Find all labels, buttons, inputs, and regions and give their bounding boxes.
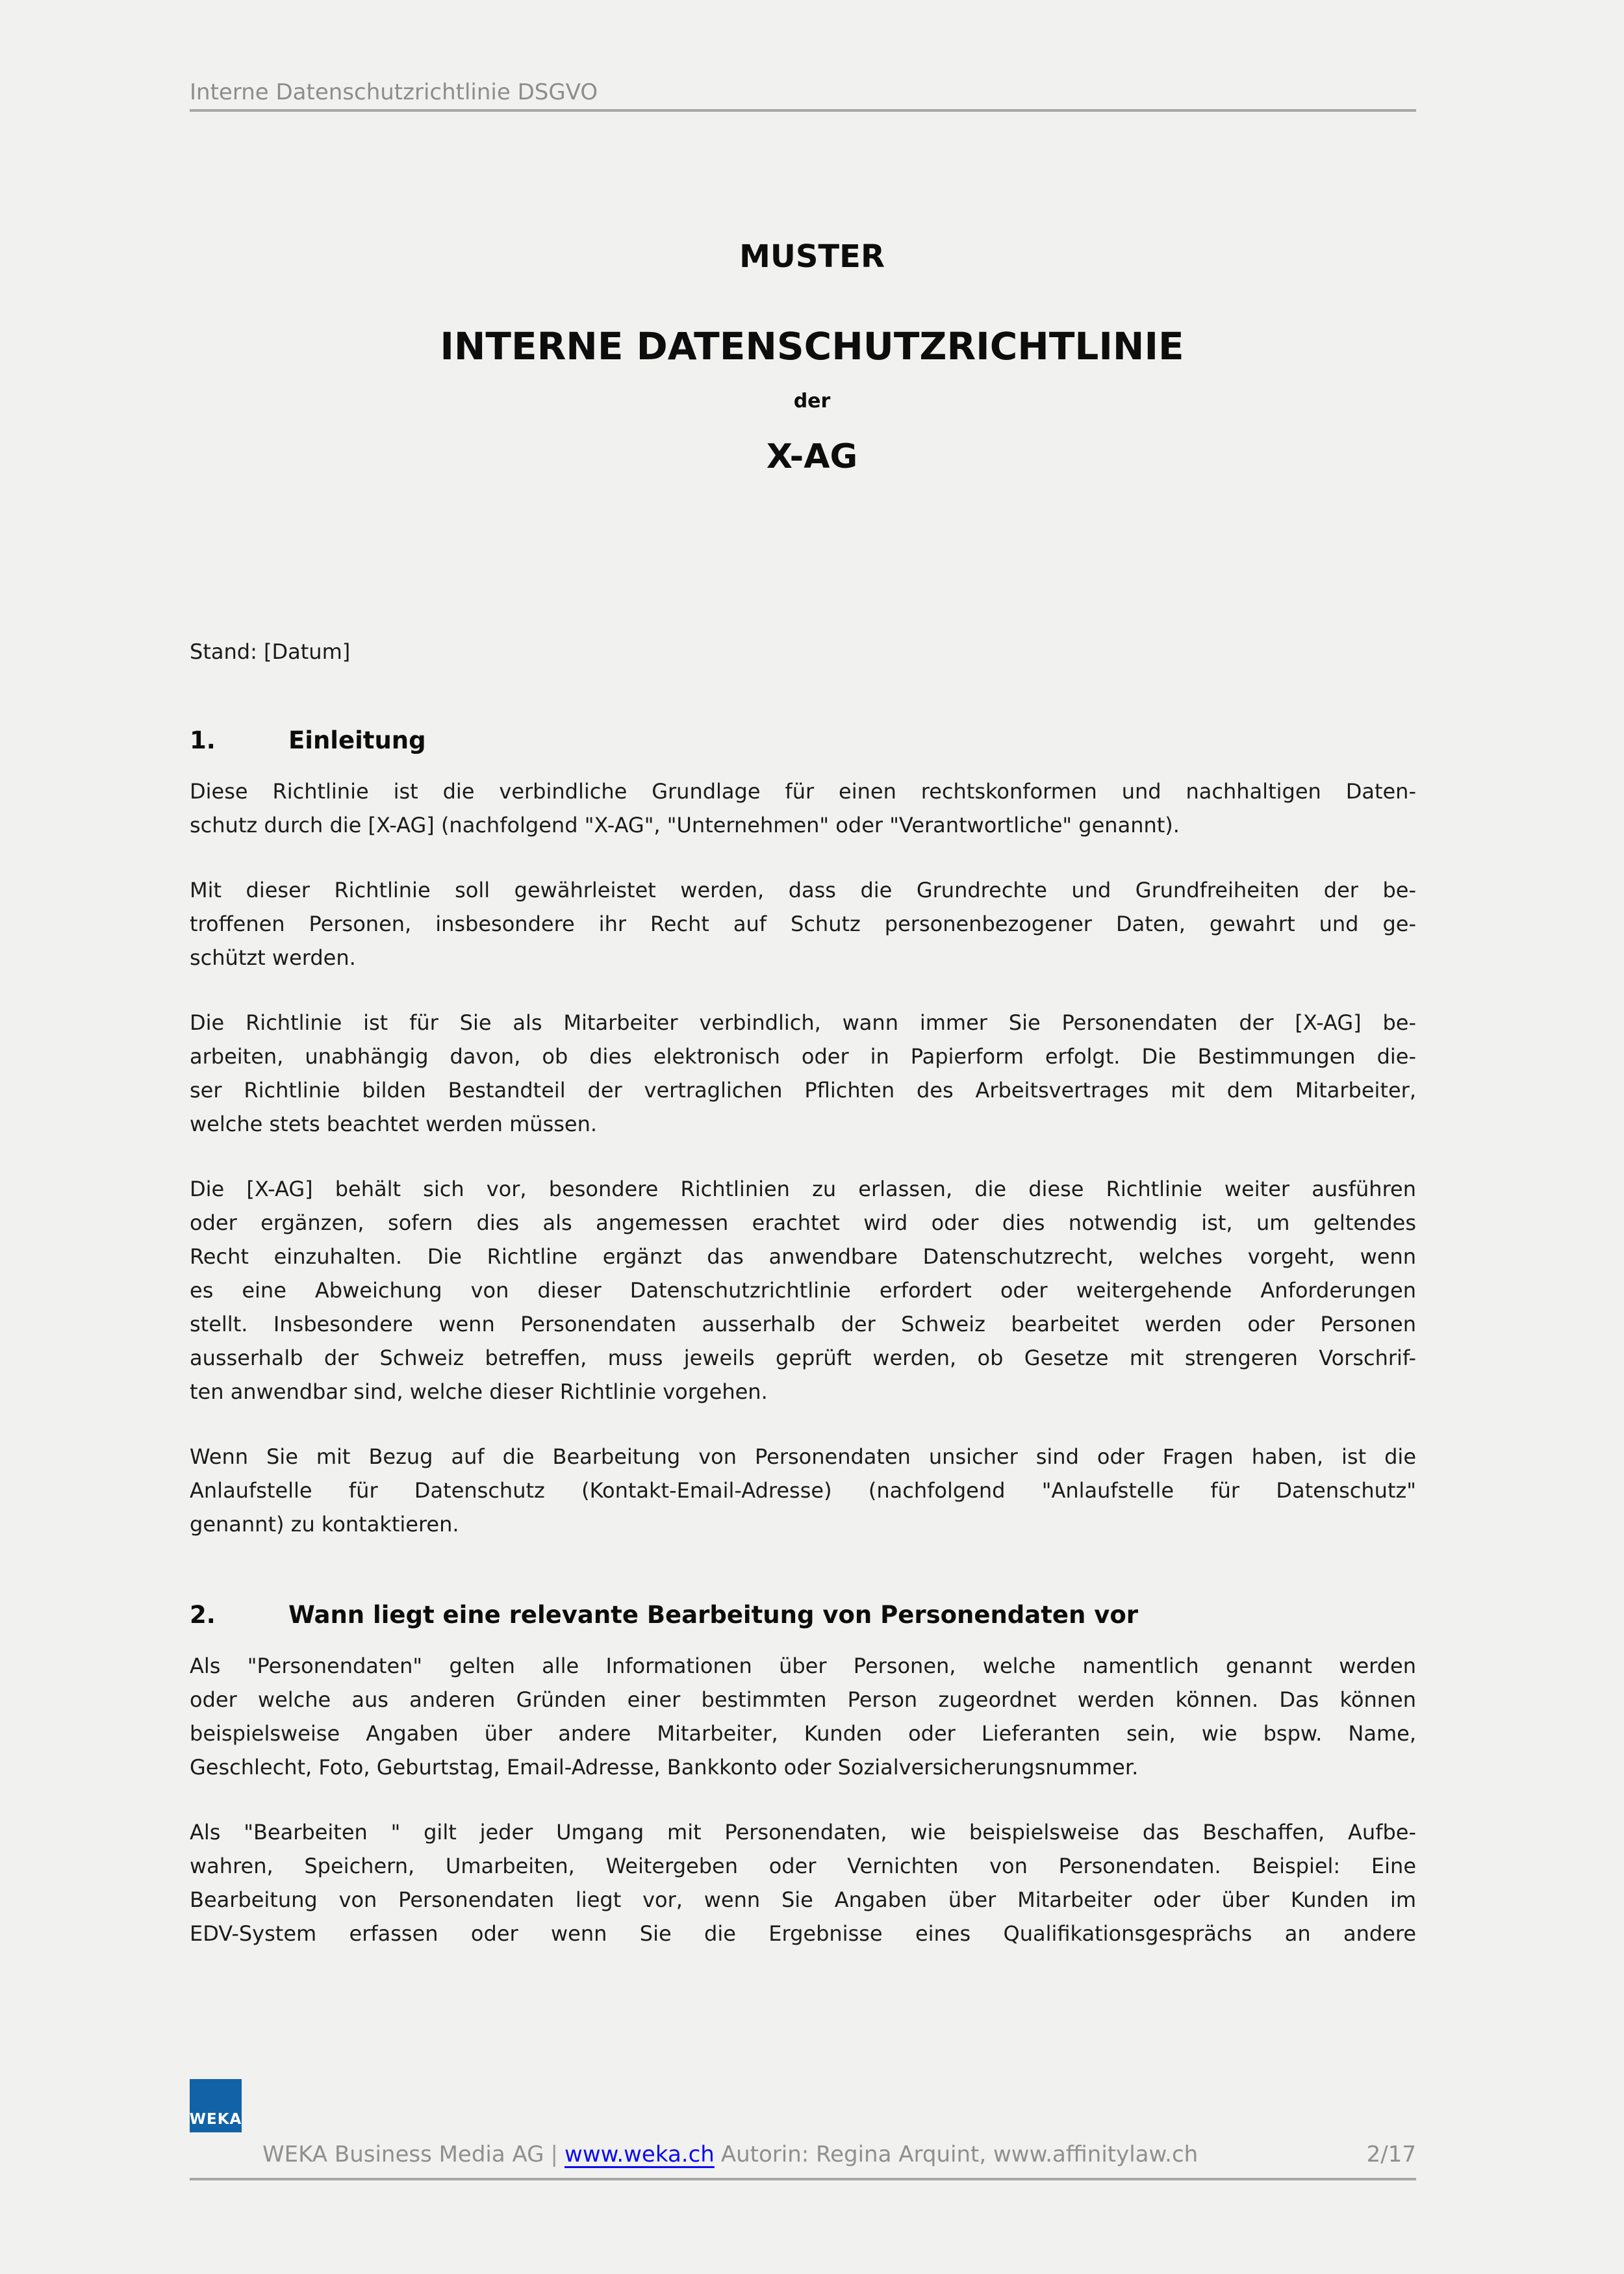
- title-muster: MUSTER: [739, 238, 885, 275]
- paragraph: [190, 1006, 1416, 1141]
- paragraph-line: ten anwendbar sind, welche dieser Richtlinie vorgehen.: [190, 1379, 768, 1404]
- paragraph-line: Diese Richtlinie ist die verbindliche Grundlage für einen rechtskonformen und nachhaltigen Daten-: [190, 779, 1416, 804]
- section-number: 2.: [190, 1601, 216, 1629]
- paragraph: [190, 774, 1416, 842]
- paragraph-line: oder welche aus anderen Gründen einer bestimmten Person zugeordnet werden können. Das können: [190, 1687, 1416, 1712]
- page-header: [190, 79, 1416, 112]
- paragraph-line: arbeiten, unabhängig davon, ob dies elektronisch oder in Papierform erfolgt. Die Bestimmungen die-: [190, 1044, 1416, 1069]
- paragraph-line: EDV-System erfassen oder wenn Sie die Ergebnisse eines Qualifikationsgesprächs an andere: [190, 1921, 1416, 1946]
- page-footer: [190, 2079, 1416, 2180]
- paragraph: [190, 1815, 1416, 1950]
- weka-website-link[interactable]: www.weka.ch: [565, 2141, 715, 2167]
- paragraph-line: Bearbeitung von Personendaten liegt vor, wenn Sie Angaben über Mitarbeiter oder über Kunden im: [190, 1887, 1416, 1912]
- paragraph-line: genannt) zu kontaktieren.: [190, 1512, 459, 1537]
- footer-author: Autorin: Regina Arquint, www.affinitylaw.ch: [720, 2141, 1199, 2167]
- page-number: 2/17: [1366, 2141, 1416, 2167]
- section-number: 1.: [190, 726, 216, 754]
- paragraph-line: Wenn Sie mit Bezug auf die Bearbeitung von Personendaten unsicher sind oder Fragen haben, ist die: [190, 1444, 1416, 1469]
- paragraph-line: schützt werden.: [190, 945, 356, 970]
- paragraph: [190, 873, 1416, 975]
- paragraph-line: Die Richtlinie ist für Sie als Mitarbeiter verbindlich, wann immer Sie Personendaten der [X-AG] be-: [190, 1010, 1416, 1035]
- header-title: Interne Datenschutzrichtlinie DSGVO: [190, 79, 598, 105]
- title-der: der: [793, 390, 831, 413]
- footer-separator: |: [550, 2141, 559, 2167]
- footer-company: WEKA Business Media AG: [262, 2141, 544, 2167]
- title-company: X-AG: [766, 437, 858, 476]
- paragraph-line: oder ergänzen, sofern dies als angemessen erachtet wird oder dies notwendig ist, um geltendes: [190, 1210, 1416, 1235]
- paragraph-line: troffenen Personen, insbesondere ihr Recht auf Schutz personenbezogener Daten, gewahrt und ge-: [190, 912, 1416, 936]
- section-title: Einleitung: [288, 726, 426, 754]
- title-block: [0, 239, 1624, 476]
- weka-logo-text: WEKA: [189, 2111, 242, 2128]
- paragraph-line: wahren, Speichern, Umarbeiten, Weitergeben oder Vernichten von Personendaten. Beispiel: Eine: [190, 1854, 1416, 1878]
- paragraph-line: es eine Abweichung von dieser Datenschutzrichtlinie erfordert oder weitergehende Anforderungen: [190, 1278, 1416, 1303]
- paragraph-line: welche stets beachtet werden müssen.: [190, 1112, 598, 1136]
- paragraph-line: Recht einzuhalten. Die Richtline ergänzt das anwendbare Datenschutzrecht, welches vorgeht, wenn: [190, 1244, 1416, 1269]
- paragraph: [190, 1440, 1416, 1541]
- paragraph-line: Anlaufstelle für Datenschutz (Kontakt-Email-Adresse) (nachfolgend "Anlaufstelle für Datenschutz": [190, 1478, 1416, 1503]
- paragraph-line: Als "Personendaten" gelten alle Informationen über Personen, welche namentlich genannt werden: [190, 1654, 1416, 1678]
- footer-rule: [190, 2178, 1416, 2180]
- paragraph-line: Die [X-AG] behält sich vor, besondere Richtlinien zu erlassen, die diese Richtlinie weiter ausführen: [190, 1177, 1416, 1201]
- paragraph-line: ausserhalb der Schweiz betreffen, muss jeweils geprüft werden, ob Gesetze mit strengeren Vorschrif-: [190, 1346, 1416, 1370]
- paragraph: [190, 1172, 1416, 1409]
- paragraph-line: beispielsweise Angaben über andere Mitarbeiter, Kunden oder Lieferanten sein, wie bspw. Name,: [190, 1721, 1416, 1746]
- paragraph-line: Mit dieser Richtlinie soll gewährleistet werden, dass die Grundrechte und Grundfreiheiten der be-: [190, 878, 1416, 902]
- section-heading: [190, 1597, 1416, 1633]
- document-body: [190, 722, 1416, 1950]
- paragraph-line: schutz durch die [X-AG] (nachfolgend "X-AG", "Unternehmen" oder "Verantwortliche" genannt).: [190, 813, 1180, 837]
- paragraph-line: Als "Bearbeiten " gilt jeder Umgang mit Personendaten, wie beispielsweise das Beschaffen, Aufbe-: [190, 1820, 1416, 1845]
- paragraph-line: Geschlecht, Foto, Geburtstag, Email-Adresse, Bankkonto oder Sozialversicherungsnummer.: [190, 1755, 1139, 1780]
- paragraph-line: ser Richtlinie bilden Bestandteil der vertraglichen Pflichten des Arbeitsvertrages mit dem Mitarbeiter,: [190, 1078, 1416, 1103]
- section-title: Wann liegt eine relevante Bearbeitung von Personendaten vor: [288, 1601, 1139, 1629]
- paragraph: [190, 1649, 1416, 1784]
- paragraph-line: stellt. Insbesondere wenn Personendaten ausserhalb der Schweiz bearbeitet werden oder Personen: [190, 1312, 1416, 1336]
- weka-logo: [190, 2079, 242, 2132]
- section-heading: [190, 722, 1416, 759]
- document-date-line: Stand: [Datum]: [190, 639, 351, 664]
- title-main: INTERNE DATENSCHUTZRICHTLINIE: [440, 324, 1184, 368]
- footer-text-line: [190, 2140, 1416, 2169]
